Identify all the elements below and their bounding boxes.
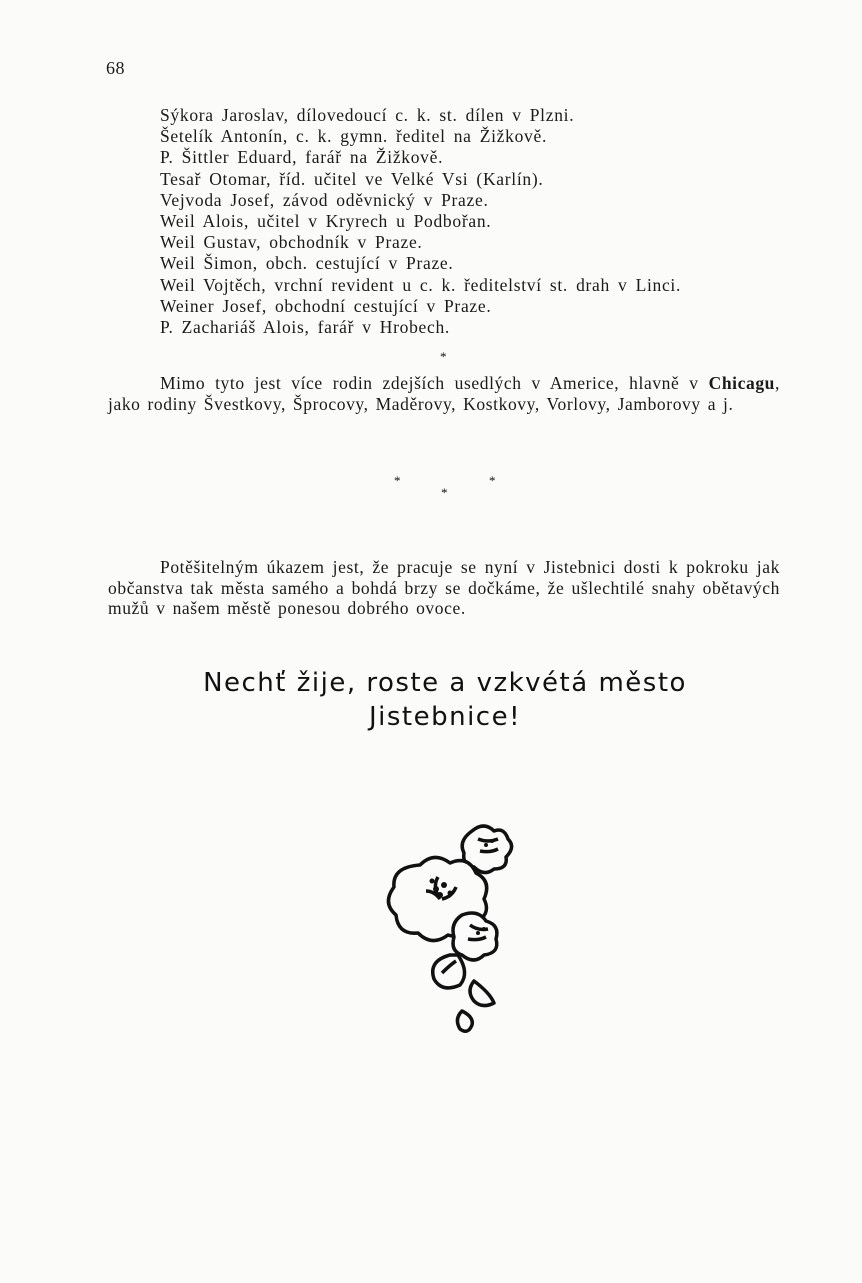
separator-star: *	[489, 473, 496, 488]
list-item: P. Šittler Eduard, farář na Žižkově.	[160, 147, 444, 168]
motto-line-1: Nechť žije, roste a vzkvétá město	[203, 668, 687, 698]
motto-line-2: Jistebnice!	[368, 702, 522, 732]
list-item: Vejvoda Josef, závod oděvnický v Praze.	[160, 189, 489, 210]
closing-text: Potěšitelným úkazem jest, že pracuje se nyní v Jistebnici dosti k pokroku jak občanstva tak města samého a bohdá brzy se dočkáme, že ušlechtilé snahy obětavých mužů v našem městě ponesou dobrého ovoce.	[108, 557, 780, 618]
list-item: Šetelík Antonín, c. k. gymn. ředitel na Žižkově.	[160, 126, 548, 147]
list-item: Weil Gustav, obchodník v Praze.	[160, 232, 423, 253]
list-item: Weil Šimon, obch. cestující v Praze.	[160, 253, 454, 274]
separator-star: *	[441, 485, 448, 500]
flower-ornament-icon	[380, 815, 520, 1045]
list-item: P. Zachariáš Alois, farář v Hrobech.	[160, 317, 450, 338]
name-list	[160, 105, 681, 338]
closing-paragraph	[108, 557, 780, 619]
families-paragraph	[108, 373, 780, 414]
list-item: Sýkora Jaroslav, dílovedoucí c. k. st. dílen v Plzni.	[160, 105, 575, 125]
list-item: Weil Vojtěch, vrchní revident u c. k. ředitelství st. drah v Linci.	[160, 274, 682, 295]
list-item: Tesař Otomar, říd. učitel ve Velké Vsi (Karlín).	[160, 168, 544, 189]
list-item: Weiner Josef, obchodní cestující v Praze.	[160, 295, 492, 316]
closing-motto	[150, 666, 740, 734]
city-name-bold: Chicagu	[708, 373, 776, 393]
families-text-before: Mimo tyto jest více rodin zdejších usedlých v Americe, hlavně v	[160, 373, 699, 393]
list-item: Weil Alois, učitel v Kryrech u Podbořan.	[160, 211, 492, 232]
page-number: 68	[106, 58, 125, 78]
separator-star: *	[440, 349, 447, 364]
separator-star: *	[394, 473, 401, 488]
families-text-after: , jako rodiny Švestkovy, Šprocovy, Maděrovy, Kostkovy, Vorlovy, Jamborovy a j.	[108, 373, 780, 414]
